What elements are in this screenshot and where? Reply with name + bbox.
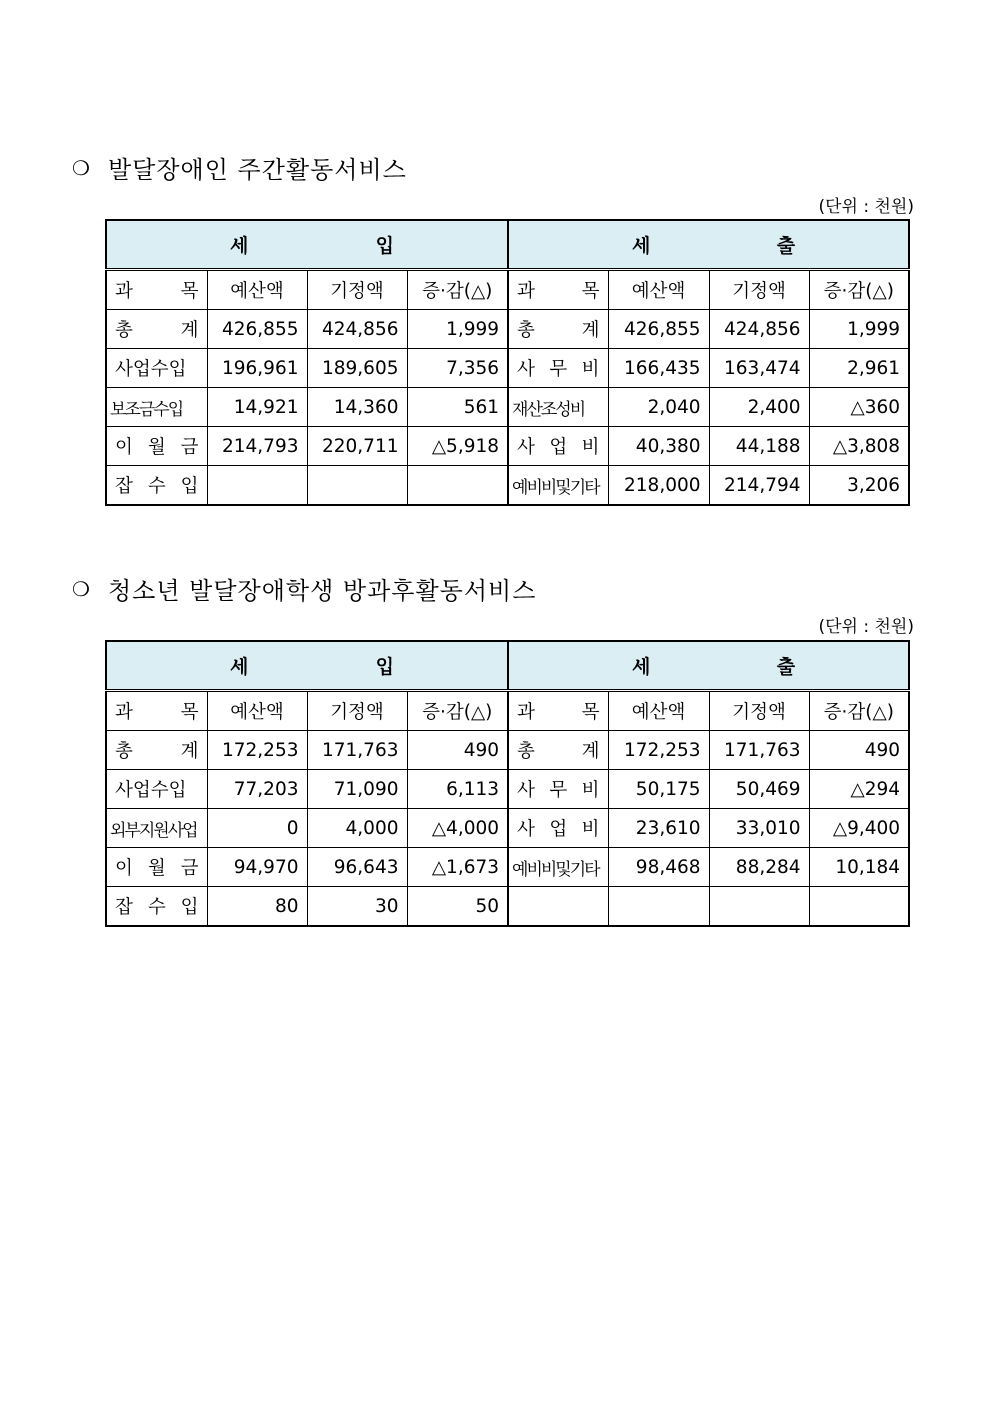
row-category: 사 무 비 [508,349,608,388]
row-category: 예비비및기타 [508,466,608,506]
row-category: 재산조성비 [508,388,608,427]
amount-cell: △5,918 [407,427,508,466]
amount-cell: 50,175 [608,770,709,809]
amount-cell: 171,763 [307,731,407,770]
amount-cell: 426,855 [608,310,709,349]
column-header: 증·감(△) [407,691,508,731]
unit-label: (단위 : 천원) [818,197,914,217]
column-header: 과 목 [106,270,207,310]
amount-cell: 490 [407,731,508,770]
amount-cell: 4,000 [307,809,407,848]
row-category: 사 업 비 [508,427,608,466]
table-row [106,770,909,809]
amount-cell: 6,113 [407,770,508,809]
column-header: 기정액 [307,691,407,731]
amount-cell: 96,643 [307,848,407,887]
amount-cell: 1,999 [407,310,508,349]
column-header: 예산액 [207,691,307,731]
amount-cell: 218,000 [608,466,709,506]
column-header: 예산액 [608,691,709,731]
row-category: 총 계 [106,310,207,349]
amount-cell [207,466,307,506]
amount-cell: 3,206 [809,466,909,506]
amount-cell: 1,999 [809,310,909,349]
amount-cell: 166,435 [608,349,709,388]
column-header: 기정액 [709,691,809,731]
column-header: 예산액 [608,270,709,310]
amount-cell: 44,188 [709,427,809,466]
amount-cell: △3,808 [809,427,909,466]
column-header: 예산액 [207,270,307,310]
amount-cell: 7,356 [407,349,508,388]
table-row [106,310,909,349]
amount-cell: 30 [307,887,407,927]
amount-cell: 214,793 [207,427,307,466]
table-row [106,887,909,927]
column-header: 증·감(△) [407,270,508,310]
amount-cell: 88,284 [709,848,809,887]
amount-cell: 424,856 [307,310,407,349]
amount-cell: 426,855 [207,310,307,349]
amount-cell: 80 [207,887,307,927]
amount-cell: 33,010 [709,809,809,848]
amount-cell: 23,610 [608,809,709,848]
amount-cell: △9,400 [809,809,909,848]
row-category: 총 계 [106,731,207,770]
amount-cell [709,887,809,927]
amount-cell: 14,921 [207,388,307,427]
row-category: 사 무 비 [508,770,608,809]
column-header: 과 목 [508,270,608,310]
amount-cell: △360 [809,388,909,427]
row-category: 총 계 [508,310,608,349]
amount-cell: △294 [809,770,909,809]
amount-cell: 2,961 [809,349,909,388]
amount-cell: 50,469 [709,770,809,809]
amount-cell: 561 [407,388,508,427]
section-title [72,150,407,185]
unit-label: (단위 : 천원) [818,617,914,637]
row-category: 잡 수 입 [106,466,207,506]
amount-cell: 71,090 [307,770,407,809]
amount-cell: 0 [207,809,307,848]
row-category: 외부지원사업 [106,809,207,848]
table-row [106,427,909,466]
income-header: 세 입 [106,641,508,691]
amount-cell: 10,184 [809,848,909,887]
amount-cell: 50 [407,887,508,927]
amount-cell: 172,253 [207,731,307,770]
column-header: 증·감(△) [809,270,909,310]
expense-header: 세 출 [508,641,909,691]
column-header: 과 목 [106,691,207,731]
amount-cell: 220,711 [307,427,407,466]
column-header: 과 목 [508,691,608,731]
column-header: 증·감(△) [809,691,909,731]
circle-bullet-icon: ❍ [72,155,91,180]
amount-cell: 2,400 [709,388,809,427]
table-row [106,388,909,427]
table-row [106,809,909,848]
row-category: 사업수입 [106,349,207,388]
column-header: 기정액 [307,270,407,310]
row-category: 이 월 금 [106,848,207,887]
table-row [106,731,909,770]
amount-cell [307,466,407,506]
table-row [106,349,909,388]
row-category: 사업수입 [106,770,207,809]
amount-cell: 163,474 [709,349,809,388]
amount-cell [809,887,909,927]
section-title [72,571,536,606]
amount-cell: 189,605 [307,349,407,388]
amount-cell: 171,763 [709,731,809,770]
amount-cell: △4,000 [407,809,508,848]
row-category: 보조금수입 [106,388,207,427]
amount-cell: 40,380 [608,427,709,466]
amount-cell: 214,794 [709,466,809,506]
amount-cell: 490 [809,731,909,770]
amount-cell: 424,856 [709,310,809,349]
table-row [106,466,909,506]
table-row [106,848,909,887]
budget-table [105,640,910,927]
amount-cell: 94,970 [207,848,307,887]
circle-bullet-icon: ❍ [72,576,91,601]
amount-cell: 77,203 [207,770,307,809]
amount-cell: 2,040 [608,388,709,427]
row-category: 사 업 비 [508,809,608,848]
row-category [508,887,608,927]
section-title-text: 청소년 발달장애학생 방과후활동서비스 [108,577,537,605]
column-header: 기정액 [709,270,809,310]
income-header: 세 입 [106,220,508,270]
row-category: 예비비및기타 [508,848,608,887]
row-category: 잡 수 입 [106,887,207,927]
budget-table [105,219,910,506]
amount-cell [608,887,709,927]
amount-cell: 98,468 [608,848,709,887]
amount-cell: △1,673 [407,848,508,887]
amount-cell: 196,961 [207,349,307,388]
amount-cell [407,466,508,506]
expense-header: 세 출 [508,220,909,270]
amount-cell: 14,360 [307,388,407,427]
row-category: 이 월 금 [106,427,207,466]
section-title-text: 발달장애인 주간활동서비스 [108,156,407,184]
amount-cell: 172,253 [608,731,709,770]
row-category: 총 계 [508,731,608,770]
